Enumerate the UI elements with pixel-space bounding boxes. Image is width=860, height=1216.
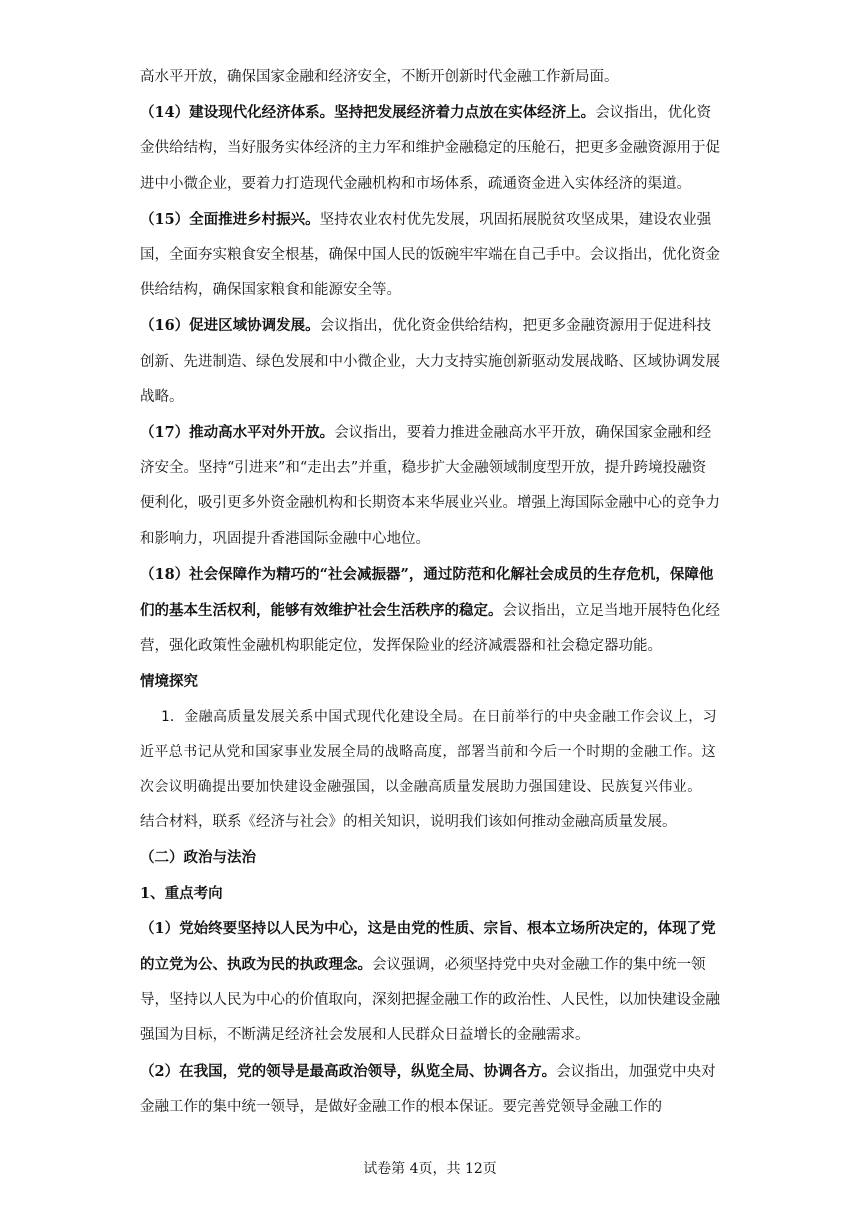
paragraph-16: （16）促进区域协调发展。会议指出，优化资金供给结构，把更多金融资源用于促进科技创新、先进制造、绿色发展和中小微企业，大力支持实施创新驱动发展战略、区域协调发展战略。 — [140, 317, 720, 405]
inquiry-question: 结合材料，联系《经济与社会》的相关知识，说明我们该如何推动金融高质量发展。 — [140, 814, 677, 831]
inquiry-material: 1．金融高质量发展关系中国式现代化建设全局。在日前举行的中央金融工作会议上，习近平总书记从党和国家事业发展全局的战略高度，部署当前和今后一个时期的金融工作。这次会议明确提出要加快建设金融强国，以金融高质量发展助力强国建设、民族复兴伟业。 — [140, 708, 718, 796]
paragraph-15: （15）全面推进乡村振兴。坚持农业农村优先发展，巩固拓展脱贫攻坚成果，建设农业强国，全面夯实粮食安全根基，确保中国人民的饭碗牢牢端在自己手中。会议指出，优化资金供给结构，确保国家粮食和能源安全等。 — [140, 210, 720, 299]
document-body — [140, 60, 720, 1125]
politics-paragraph-2: （2）在我国，党的领导是最高政治领导，纵览全局、协调各方。会议指出，加强党中央对金融工作的集中统一领导，是做好金融工作的根本保证。要完善党领导金融工作的 — [140, 1062, 716, 1115]
section-heading-inquiry: 情境探究 — [140, 673, 198, 691]
paragraph-14: （14）建设现代化经济体系。坚持把发展经济着力点放在实体经济上。会议指出，优化资金供给结构，当好服务实体经济的主力军和维护金融稳定的压舱石，把更多金融资源用于促进中小微企业，要着力打造现代金融机构和市场体系，疏通资金进入实体经济的渠道。 — [140, 104, 720, 192]
politics-paragraph-1: （1）党始终要坚持以人民为中心，这是由党的性质、宗旨、根本立场所决定的，体现了党的立党为公、执政为民的执政理念。会议强调，必须坚持党中央对金融工作的集中统一领导，坚持以人民为中心的价值取向，深刻把握金融工作的政治性、人民性，以加快建设金融强国为目标，不断满足经济社会发展和人民群众日益增长的金融需求。 — [140, 919, 720, 1044]
section-heading-focus: 1、重点考向 — [140, 884, 223, 902]
paragraph-18: （18）社会保障作为精巧的“社会减振器”，通过防范和化解社会成员的生存危机，保障他们的基本生活权利，能够有效维护社会生活秩序的稳定。会议指出，立足当地开展特色化经营，强化政策性金融机构职能定位，发挥保险业的经济减震器和社会稳定器功能。 — [140, 565, 720, 655]
page-footer: 试卷第 4页，共 12页 — [363, 1161, 497, 1177]
paragraph-continuation: 高水平开放，确保国家金融和经济安全，不断开创新时代金融工作新局面。 — [140, 69, 619, 85]
paragraph-17: （17）推动高水平对外开放。会议指出，要着力推进金融高水平开放，确保国家金融和经济安全。坚持“引进来”和“走出去”并重，稳步扩大金融领域制度型开放，提升跨境投融资便利化，吸引更多外资金融机构和长期资本来华展业兴业。增强上海国际金融中心的竞争力和影响力，巩固提升香港国际金融中心地位。 — [140, 424, 720, 547]
section-heading-politics: （二）政治与法治 — [140, 849, 256, 867]
